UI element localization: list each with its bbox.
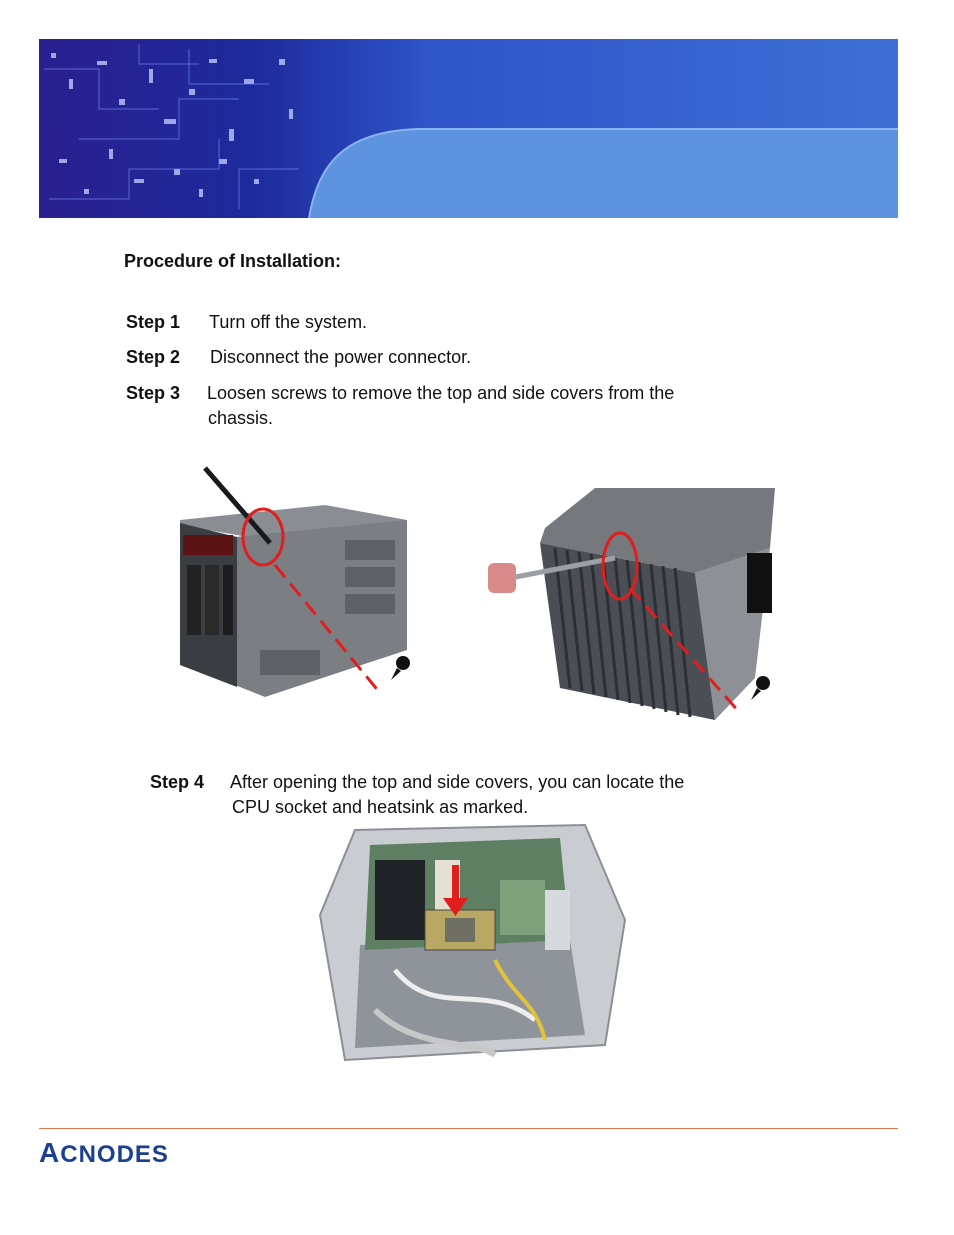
header-banner xyxy=(39,39,898,218)
acnodes-logo xyxy=(39,1137,169,1169)
step-label: Step 1 xyxy=(126,312,181,332)
step-text: Turn off the system. xyxy=(209,312,368,332)
footer-divider xyxy=(39,1128,898,1129)
step-3 xyxy=(126,381,776,433)
chassis-left-photo xyxy=(175,465,415,700)
section-heading: Procedure of Installation: xyxy=(124,251,342,271)
step-text: Disconnect the power connector. xyxy=(210,347,472,367)
chassis-right-photo xyxy=(485,488,775,720)
logo-initial: A xyxy=(39,1137,61,1168)
step-label: Step 4 xyxy=(150,772,205,792)
logo-rest: CNODES xyxy=(60,1141,169,1168)
step-text: After opening the top and side covers, you can locate the xyxy=(230,772,685,792)
step-1 xyxy=(126,310,776,336)
step-2 xyxy=(126,345,776,371)
step-text: CPU socket and heatsink as marked. xyxy=(232,797,529,817)
banner-graphic xyxy=(39,39,898,218)
open-chassis-photo xyxy=(285,820,645,1070)
step-label: Step 3 xyxy=(126,383,181,403)
step-text: Loosen screws to remove the top and side covers from the xyxy=(207,383,675,403)
step-label: Step 2 xyxy=(126,347,181,367)
step-4 xyxy=(150,770,800,822)
step-text: chassis. xyxy=(208,408,274,428)
